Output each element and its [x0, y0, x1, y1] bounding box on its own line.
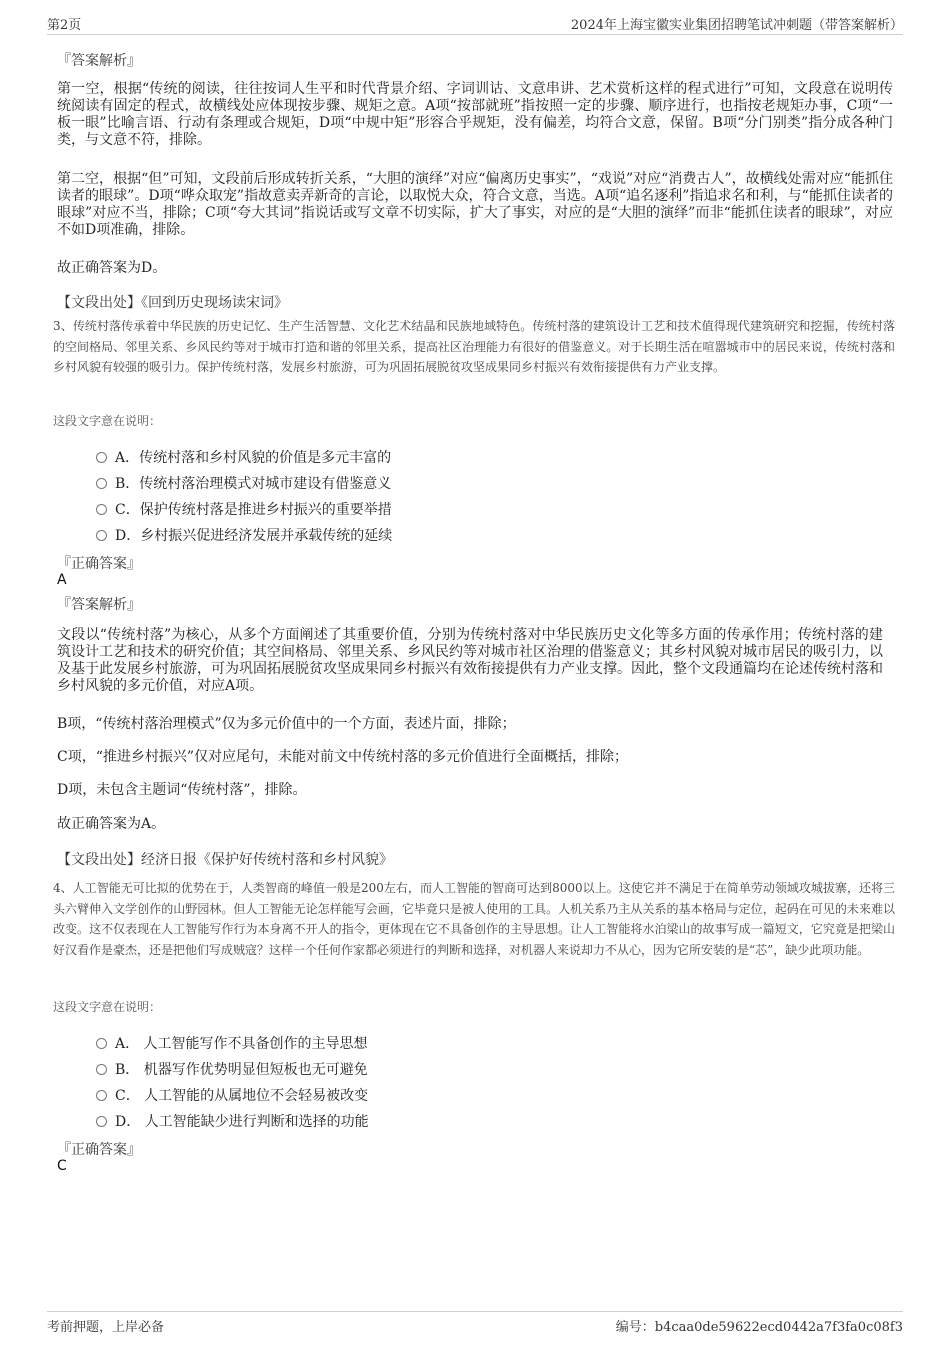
- q3-analysis-label: 『答案解析』: [57, 597, 141, 613]
- q3-conclusion: 故正确答案为A。: [57, 816, 166, 832]
- q3-analysis-para-2: B项，“传统村落治理模式”仅为多元价值中的一个方面，表述片面，排除；: [57, 716, 516, 732]
- q3-answer-value: A: [57, 572, 67, 588]
- page-number: 第2页: [47, 18, 82, 33]
- q4-question-text: 4、人工智能无可比拟的优势在于，人类智商的峰值一般是200左右，而人工智能的智商可达到8000以上。这使它并不满足于在简单劳动领域攻城拔寨，还将三头六臂伸入文学创作的山野园林。但人工智能无论怎样能写会画，它毕竟只是被人使用的工具。人机关系乃主从关系的基本格局与定位，起码在可见的未来难以改变。这不仅表现在人工智能写作行为本身离不开人的指令，更体现在它不具备创作的主导思想。让人工智能将水泊梁山的故事写成一篇短文，它究竟是把梁山好汉看作是豪杰，还是把他们写成贼寇？这样一个任何作家都必须进行的判断和选择，对机器人来说却力不从心，因为它所安装的是“芯”，缺少此项功能。: [53, 881, 895, 957]
- q3-analysis-para-3: C项，“推进乡村振兴”仅对应尾句，未能对前文中传统村落的多元价值进行全面概括，排除；: [57, 749, 629, 765]
- q4-answer-value: C: [57, 1158, 67, 1174]
- q3-option-c[interactable]: [96, 499, 392, 519]
- q4-prompt: 这段文字意在说明：: [53, 1000, 162, 1014]
- radio-icon[interactable]: [96, 478, 107, 489]
- q2-analysis-para-1: 第一空，根据“传统的阅读，往往按词人生平和时代背景介绍、字词训诂、文意串讲、艺术赏析这样的程式进行”可知，文段意在说明传统阅读有固定的程式，故横线处应体现按步骤、规矩之意。A项“按部就班”指按照一定的步骤、顺序进行，也指按老规矩办事，C项“一板一眼”比喻言语、行动有条理或合规矩，D项“中规中矩”形容合乎规矩，没有偏差，均符合文意，保留。B项“分门别类”指分成各种门类，与文意不符，排除。: [57, 81, 893, 148]
- q4-option-c[interactable]: [96, 1085, 368, 1105]
- radio-icon[interactable]: [96, 530, 107, 541]
- page-footer: [47, 1311, 903, 1336]
- radio-icon[interactable]: [96, 1090, 107, 1101]
- q3-option-b[interactable]: [96, 473, 391, 493]
- q3-option-b-label: B．传统村落治理模式对城市建设有借鉴意义: [115, 476, 392, 492]
- q4-option-d[interactable]: [96, 1111, 369, 1131]
- page-header: [47, 14, 903, 35]
- radio-icon[interactable]: [96, 504, 107, 515]
- q3-answer-label: 『正确答案』: [57, 556, 141, 572]
- radio-icon[interactable]: [96, 1064, 107, 1075]
- q4-option-c-label: C． 人工智能的从属地位不会轻易被改变: [115, 1088, 369, 1104]
- document-id: 编号：b4caa0de59622ecd0442a7f3fa0c08f3: [615, 1320, 903, 1335]
- q2-analysis-para-2: 第二空，根据“但”可知，文段前后形成转折关系，“大胆的演绎”对应“偏离历史事实”，“戏说”对应“消费古人”，故横线处需对应“能抓住读者的眼球”。D项“哗众取宠”指故意卖弄新奇的言论，以取悦大众，符合文意，当选。A项“追名逐利”指追求名和利，与“能抓住读者的眼球”对应不当，排除；C项“夸大其词”指说话或写文章不切实际，扩大了事实，对应的是“大胆的演绎”而非“能抓住读者的眼球”，对应不如D项准确，排除。: [57, 171, 893, 238]
- q3-option-d-label: D．乡村振兴促进经济发展并承载传统的延续: [115, 528, 393, 544]
- radio-icon[interactable]: [96, 1116, 107, 1127]
- radio-icon[interactable]: [96, 452, 107, 463]
- q4-option-b-label: B． 机器写作优势明显但短板也无可避免: [115, 1062, 368, 1078]
- q3-option-a[interactable]: [96, 447, 391, 467]
- q3-source: 【文段出处】经济日报《保护好传统村落和乡村风貌》: [57, 852, 393, 868]
- q2-conclusion: 故正确答案为D。: [57, 260, 167, 276]
- q3-question-text: 3、传统村落传承着中华民族的历史记忆、生产生活智慧、文化艺术结晶和民族地域特色。传统村落的建筑设计工艺和技术值得现代建筑研究和挖掘，传统村落的空间格局、邻里关系、乡风民约等对于城市打造和谐的邻里关系，提高社区治理能力有很好的借鉴意义。对于长期生活在喧嚣城市中的居民来说，传统村落和乡村风貌有较强的吸引力。保护传统村落，发展乡村旅游，可为巩固拓展脱贫攻坚成果同乡村振兴有效衔接提供有力产业支撑。: [53, 319, 895, 374]
- q3-analysis-para-4: D项，未包含主题词“传统村落”，排除。: [57, 782, 307, 798]
- q2-analysis-label: 『答案解析』: [57, 53, 141, 69]
- q4-answer-label: 『正确答案』: [57, 1142, 141, 1158]
- q4-option-d-label: D． 人工智能缺少进行判断和选择的功能: [115, 1114, 369, 1130]
- q2-source: 【文段出处】《回到历史现场读宋词》: [57, 295, 288, 311]
- q4-option-a[interactable]: [96, 1033, 368, 1053]
- q3-option-a-label: A．传统村落和乡村风貌的价值是多元丰富的: [115, 450, 392, 466]
- radio-icon[interactable]: [96, 1038, 107, 1049]
- q3-analysis-para-1: 文段以“传统村落”为核心，从多个方面阐述了其重要价值，分别为传统村落对中华民族历史文化等多方面的传承作用；传统村落的建筑设计工艺和技术的研究价值；其空间格局、邻里关系、乡风民约等对城市社区治理的借鉴意义；其乡村风貌对城市居民的吸引力，以及基于此发展乡村旅游，可为巩固拓展脱贫攻坚成果同乡村振兴有效衔接提供有力产业支撑。因此，整个文段通篇均在论述传统村落和乡村风貌的多元价值，对应A项。: [57, 627, 883, 694]
- q3-option-c-label: C．保护传统村落是推进乡村振兴的重要举措: [115, 502, 392, 518]
- q3-prompt: 这段文字意在说明：: [53, 414, 162, 428]
- document-title: 2024年上海宝徽实业集团招聘笔试冲刺题（带答案解析）: [570, 18, 903, 33]
- q4-option-b[interactable]: [96, 1059, 368, 1079]
- q4-option-a-label: A． 人工智能写作不具备创作的主导思想: [115, 1036, 368, 1052]
- q3-option-d[interactable]: [96, 525, 392, 545]
- footer-slogan: 考前押题，上岸必备: [47, 1320, 165, 1335]
